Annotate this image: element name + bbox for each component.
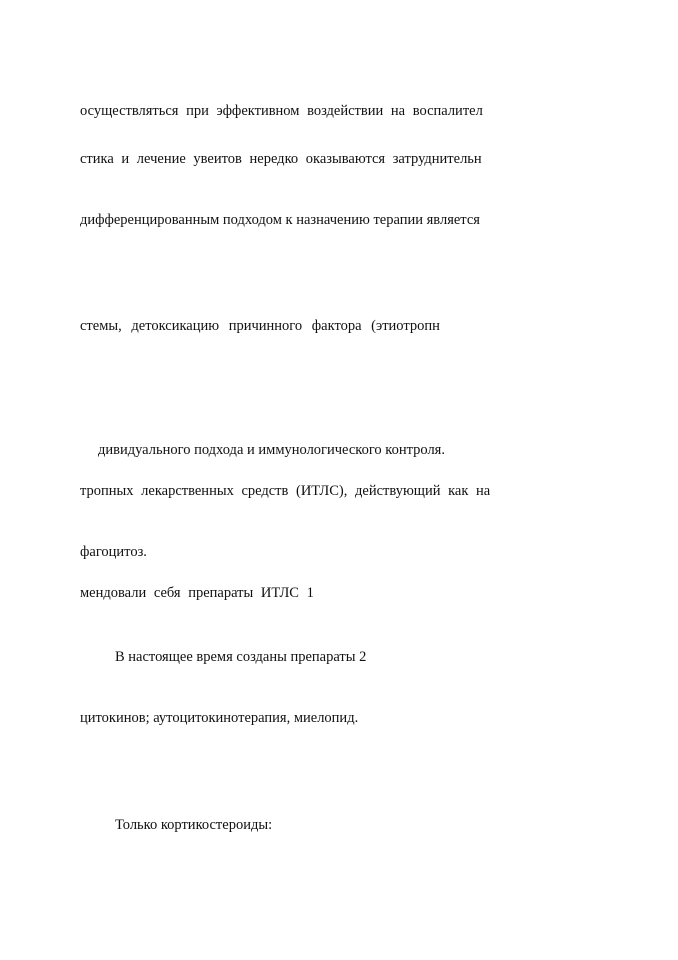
text-line: В настоящее время созданы препараты 2: [115, 649, 367, 665]
text-line: дифференцированным подходом к назначению терапии является: [80, 212, 480, 228]
text-line: тропных лекарственных средств (ИТЛС), действующий как на: [80, 483, 491, 499]
text-line: осуществляться при эффективном воздействии на воспалител: [80, 103, 483, 119]
text-line: стемы, детоксикацию причинного фактора (этиотропн: [80, 318, 440, 334]
text-line: стика и лечение увеитов нередко оказываются затруднительн: [80, 151, 482, 167]
text-line: дивидуального подхода и иммунологического контроля.: [98, 442, 445, 458]
text-line: фагоцитоз.: [80, 544, 147, 560]
text-line: цитокинов; аутоцитокинотерапия, миелопид.: [80, 710, 359, 726]
text-line: Только кортикостероиды:: [115, 817, 273, 833]
text-line: мендовали себя препараты ИТЛС 1: [80, 585, 314, 601]
